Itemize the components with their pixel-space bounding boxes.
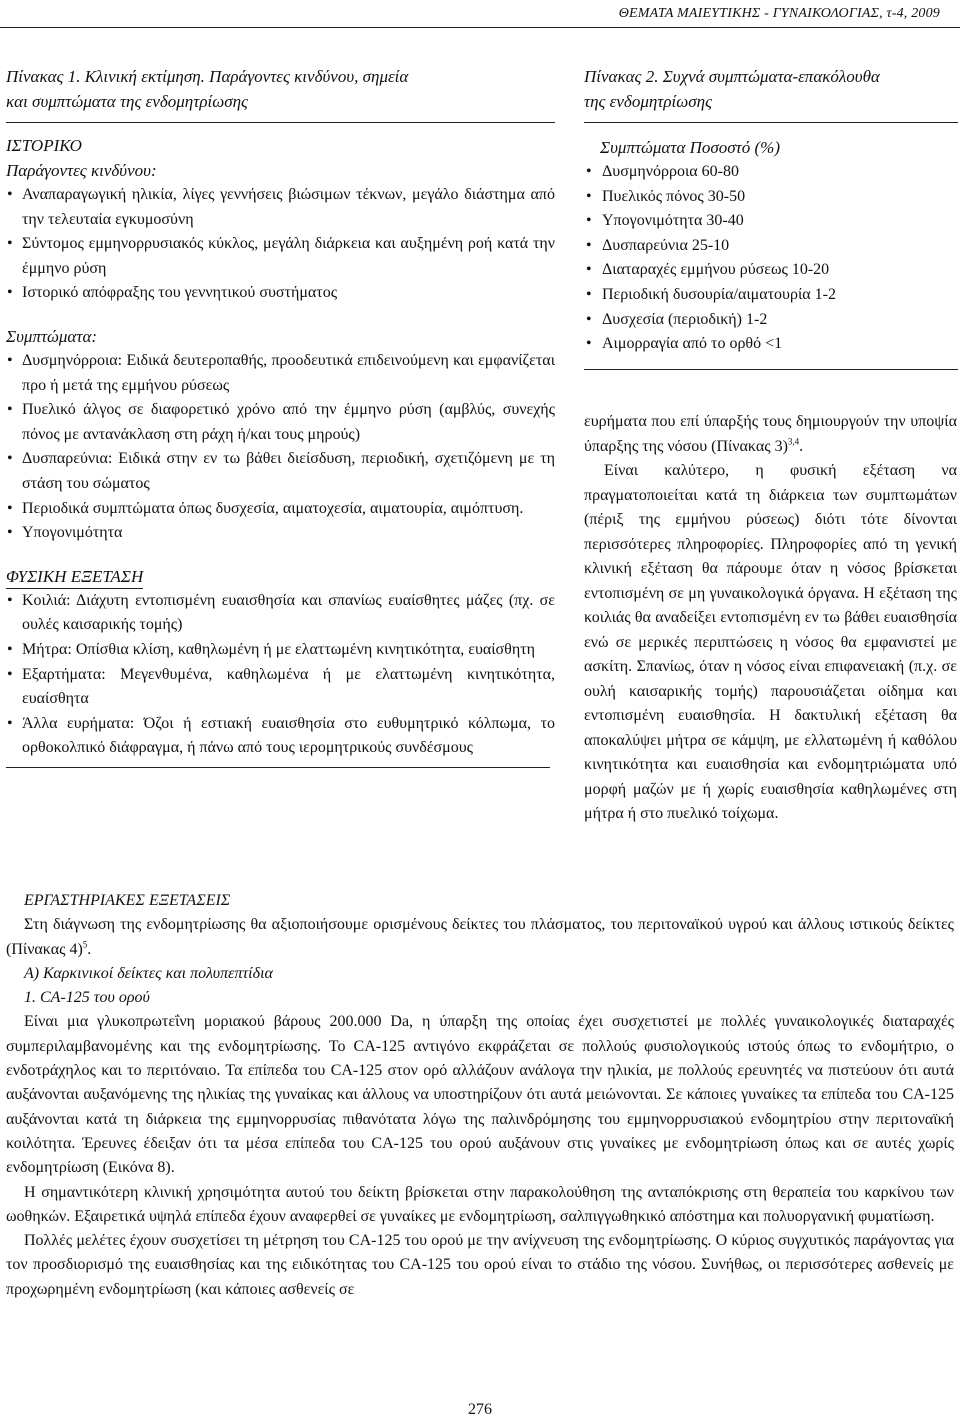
subheading-tumor-markers: Α) Καρκινικοί δείκτες και πολυπεπτίδια — [24, 964, 273, 982]
table-2 — [584, 64, 954, 370]
list-item: • Δυσπαρεύνια: Ειδικά στην εν τω βάθει διείσδυση, περιοδική, σχετιζόμενη με τη στάση του σώματος — [6, 447, 555, 496]
citation-superscript: 3,4 — [787, 436, 800, 447]
list-item: • Αναπαραγωγική ηλικία, λίγες γεννήσεις βιώσιμων τέκνων, μεγάλο διάστημα από την τελευταία εγκυμοσύνη — [6, 183, 555, 232]
right-paragraph-1-end: . — [799, 437, 804, 455]
list-item: • Κοιλιά: Διάχυτη εντοπισμένη ευαισθησία και σπανίως ευαίσθητες μάζες (πχ. σε ουλές καισαρικής τομής) — [6, 589, 555, 638]
risk-factors-title: Παράγοντες κινδύνου: — [6, 161, 157, 180]
list-item: • Άλλα ευρήματα: Όζοι ή εστιακή ευαισθησία στο ευθυμητρικό κόλπωμα, το ορθοκολπικό διάφραγμα, ή πάνω από τους ιερομητρικούς συνδέσμους — [6, 712, 555, 761]
lab-paragraph-3: Πολλές μελέτες έχουν συσχετίσει τη μέτρηση του CA-125 του ορού με την ανίχνευση της ενδομητρίωσης. Ο κύριος συγχυτικός παράγοντας για τον προσδιορισμό της ευαισθησίας και της ειδικότητας του CA-125 του ορού είναι το στάδιο της νόσου. Συνήθως, οι περισσότερες ασθενείς με προχωρημένη ενδομητρίωση (και κάποιες ασθενείς σε — [6, 1232, 954, 1298]
right-paragraph-1 — [584, 410, 957, 459]
physical-exam-title: ΦΥΣΙΚΗ ΕΞΕΤΑΣΗ — [6, 566, 143, 589]
lab-intro-end: . — [87, 940, 92, 958]
table-2-rows — [584, 160, 954, 357]
table-1-top-rule — [6, 122, 555, 123]
lab-exams-section — [6, 889, 954, 1302]
lab-intro-paragraph — [6, 913, 954, 962]
symptoms-title: Συμπτώματα: — [6, 326, 98, 346]
table-row: • Διαταραχές εμμήνου ρύσεως 10-20 — [584, 258, 954, 283]
lab-paragraph-2: Η σημαντικότερη κλινική χρησιμότητα αυτού του δείκτη βρίσκεται στην παρακολούθηση της ανταπόκρισης στη θεραπεία του καρκίνου των ωοθηκών. Εξαιρετικά υψηλά επίπεδα έχουν αναφερθεί σε γυναίκες με ενδομητρίωση, σαλπιγγωθηκικό απόστημα και πολυοργανική φυματίωση. — [6, 1183, 954, 1225]
physical-exam-title-wrap — [6, 564, 555, 589]
risk-factors-list — [6, 183, 555, 306]
list-item: • Σύντομος εμμηνορρυσιακός κύκλος, μεγάλη διάρκεια και αυξημένη ροή κατά την έμμηνο ρύση — [6, 232, 555, 281]
table-1 — [6, 64, 555, 768]
right-paragraph-2: Είναι καλύτερο, η φυσική εξέταση να πραγματοποιείται κατά τη διάρκεια των συμπτωμάτων (πέριξ της εμμήνου ρύσεως) διότι τότε δίνονται περισσότερες πληροφορίες. Πληροφορίες από τη γενική κλινική εξέταση θα πάρουμε όταν η νόσος βρίσκεται εντοπισμένη σε μη γυναικολογικά όργανα. Η εξέταση της κοιλιάς θα αναδείξει εντοπισμένη εν τω βάθει ευαισθησία ενώ σε μερικές περιπτώσεις η νόσος θα εμφανιστεί με ασκίτη. Σπανίως, όταν η νόσος είναι επιφανειακή (π.χ. σε ουλή καισαρικής τομής) παρουσιάζεται οίδημα και εντοπισμένη ευαισθησία. Η δακτυλική εξέταση θα αποκαλύψει μήτρα σε κάμψη, με ελλατωμένη ή καθόλου κινητικότητα και ευαισθησία και ενδομητριώματα υπό μορφή μαζών με ή χωρίς ευαισθησία καθηλωμένες στη μήτρα ή στο πυελικό τοίχωμα. — [584, 462, 957, 822]
right-column-text — [584, 410, 957, 827]
table-row: • Δυσπαρεύνια 25-10 — [584, 234, 954, 259]
table-row: • Αιμορραγία από το ορθό <1 — [584, 332, 954, 357]
subheading-ca125: 1. CA-125 του ορού — [24, 989, 150, 1007]
lab-paragraph-1: Είναι μια γλυκοπρωτεΐνη μοριακού βάρους 200.000 Da, η ύπαρξη της οποίας έχει συσχετιστεί με πολλές γυναικολογικές διαταραχές συμπεριλαμβανομένης και της ενδομητρίωσης. Το CA-125 αντιγόνο εκφράζεται σε πολλούς φυσιολογικούς ιστούς όπως το ενδομήτριο, ο ενδοτράχηλος και το περιτόναιο. Τα επίπεδα του CA-125 στον ορό αλλάζουν ανάλογα την ηλικία, με πολλούς ερευνητές να πιστεύουν ότι αυτά αυξάνονται αυξανόμενης της ηλικίας της γυναίκας και άλλους να υποστηρίζουν ότι αυτά μειώνονται. Σε κάποιες γυναίκες τα επίπεδα του CA-125 αυξάνονται κατά τη διάρκεια της εμμηνορρυσίας πιθανότατα λόγω της παλινδρόμησης του εμμηνορρυσιακού ενδομητρίου στην περιτοναϊκή κοιλότητα. Έρευνες έδειξαν ότι τα μέσα επίπεδα του CA-125 του ορού αυξάνουν στις γυναίκες με ενδομητρίωση όπως και σε αυτές χωρίς ενδομητρίωση (Εικόνα 8). — [6, 1013, 954, 1177]
list-item: • Ιστορικό απόφραξης του γεννητικού συστήματος — [6, 281, 555, 306]
table-2-caption-line-1: Πίνακας 2. Συχνά συμπτώματα-επακόλουθα — [584, 67, 880, 86]
physical-exam-list — [6, 589, 555, 761]
table-1-caption — [6, 64, 555, 114]
table-2-caption-line-2: της ενδομητρίωσης — [584, 92, 712, 111]
table-1-caption-line-1: Πίνακας 1. Κλινική εκτίμηση. Παράγοντες κινδύνου, σημεία — [6, 67, 409, 86]
list-item: • Υπογονιμότητα — [6, 521, 555, 546]
list-item: • Μήτρα: Οπίσθια κλίση, καθηλωμένη ή με ελαττωμένη κινητικότητα, ευαίσθητη — [6, 638, 555, 663]
list-item: • Περιοδικά συμπτώματα όπως δυσχεσία, αιματοχεσία, αιματουρία, αιμόπτυση. — [6, 497, 555, 522]
table-2-top-rule — [584, 122, 958, 123]
table-row: • Δυσμηνόρροια 60-80 — [584, 160, 954, 185]
list-item: • Πυελικό άλγος σε διαφορετικό χρόνο από την έμμηνο ρύση (αμβλύς, συνεχής πόνος με αντανάκλαση στη ράχη ή/και τους μηρούς) — [6, 398, 555, 447]
right-paragraph-1-text: ευρήματα που επί ύπαρξής τους δημιουργούν την υποψία ύπαρξης της νόσου (Πίνακας 3) — [584, 413, 957, 455]
lab-exams-title: ΕΡΓΑΣΤΗΡΙΑΚΕΣ ΕΞΕΤΑΣΕΙΣ — [24, 892, 231, 909]
page-number: 276 — [468, 1401, 492, 1418]
table-2-caption — [584, 64, 954, 114]
table-1-bottom-rule — [6, 767, 550, 768]
lab-intro-text: Στη διάγνωση της ενδομητρίωσης θα αξιοποιήσουμε ορισμένους δείκτες του πλάσματος, του περιτοναϊκού υγρού και άλλους ιστικούς δείκτες (Πίνακας 4) — [6, 916, 954, 958]
table-2-header-row: Συμπτώματα Ποσοστό (%) — [600, 138, 780, 157]
list-item: • Εξαρτήματα: Μεγενθυμένα, καθηλωμένα ή με ελαττωμένη κινητικότητα, ευαίσθητα — [6, 663, 555, 712]
table-row: • Περιοδική δυσουρία/αιματουρία 1-2 — [584, 283, 954, 308]
table-2-bottom-rule — [584, 369, 958, 370]
list-item: • Δυσμηνόρροια: Ειδικά δευτεροπαθής, προοδευτικά επιδεινούμενη και εμφανίζεται προ ή μετά της εμμήνου ρύσεως — [6, 349, 555, 398]
table-row: • Δυσχεσία (περιοδική) 1-2 — [584, 308, 954, 333]
table-row: • Πυελικός πόνος 30-50 — [584, 185, 954, 210]
symptoms-list — [6, 349, 555, 546]
table-1-caption-line-2: και συμπτώματα της ενδομητρίωσης — [6, 92, 248, 111]
citation-superscript: 5 — [82, 939, 88, 950]
table-row: • Υπογονιμότητα 30-40 — [584, 209, 954, 234]
running-header: ΘΕΜΑΤΑ ΜΑΙΕΥΤΙΚΗΣ - ΓΥΝΑΙΚΟΛΟΓΙΑΣ, τ-4, 2009 — [618, 6, 940, 21]
history-title: ΙΣΤΟΡΙΚΟ — [6, 136, 82, 155]
header-rule — [0, 27, 960, 28]
